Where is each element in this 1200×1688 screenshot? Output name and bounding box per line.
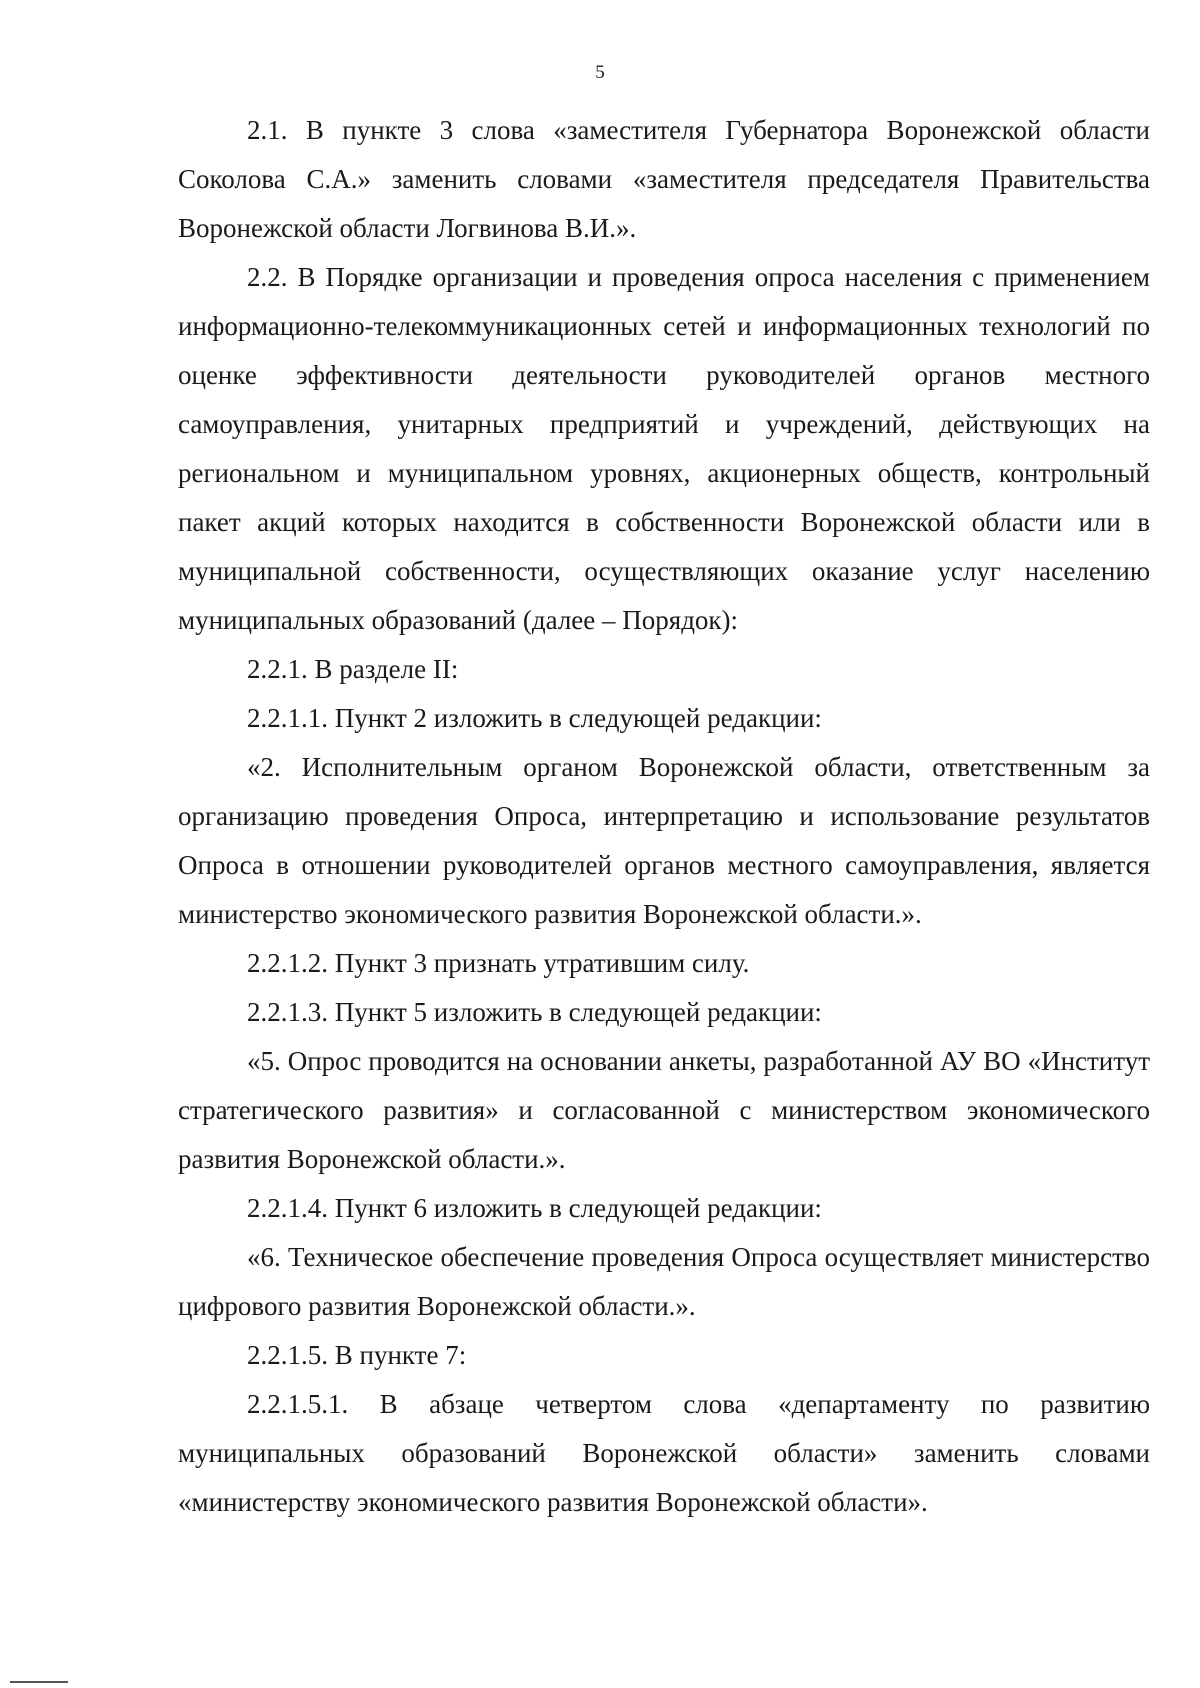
scan-edge-mark <box>10 1681 68 1683</box>
paragraph-2-2-1-1: 2.2.1.1. Пункт 2 изложить в следующей редакции: <box>247 703 822 733</box>
document-body <box>178 106 1150 1527</box>
paragraph-2-2-1-4: 2.2.1.4. Пункт 6 изложить в следующей редакции: <box>247 1193 822 1223</box>
paragraph-2-2-1-3: 2.2.1.3. Пункт 5 изложить в следующей редакции: <box>247 997 822 1027</box>
paragraph-2-2-1-3-text: «5. Опрос проводится на основании анкеты, разработанной АУ ВО «Институт стратегического развития» и согласованной с министерством экономического развития Воронежской области.». <box>178 1046 1150 1174</box>
paragraph-2-2-1-5-1: 2.2.1.5.1. В абзаце четвертом слова «департаменту по развитию муниципальных образований Воронежской области» заменить словами «министерству экономического развития Воронежской области». <box>178 1389 1150 1517</box>
paragraph-2-2-1-2: 2.2.1.2. Пункт 3 признать утратившим силу. <box>247 948 750 978</box>
paragraph-2-2-1: 2.2.1. В разделе II: <box>247 654 459 684</box>
paragraph-2-2-1-1-text: «2. Исполнительным органом Воронежской области, ответственным за организацию проведения Опроса, интерпретацию и использование результатов Опроса в отношении руководителей органов местного самоуправления, является министерство экономического развития Воронежской области.». <box>178 752 1150 929</box>
paragraph-2-2-1-4-text: «6. Техническое обеспечение проведения Опроса осуществляет министерство цифрового развития Воронежской области.». <box>178 1242 1150 1321</box>
paragraph-2-2: 2.2. В Порядке организации и проведения опроса населения с применением информационно-телекоммуникационных сетей и информационных технологий по оценке эффективности деятельности руководителей органов местного самоуправления, унитарных предприятий и учреждений, действующих на региональном и муниципальном уровнях, акционерных обществ, контрольный пакет акций которых находится в собственности Воронежской области или в муниципальной собственности, осуществляющих оказание услуг населению муниципальных образований (далее – Порядок): <box>178 262 1150 635</box>
paragraph-2-1: 2.1. В пункте 3 слова «заместителя Губернатора Воронежской области Соколова С.А.» заменить словами «заместителя председателя Правительства Воронежской области Логвинова В.И.». <box>178 115 1150 243</box>
paragraph-2-2-1-5: 2.2.1.5. В пункте 7: <box>247 1340 467 1370</box>
page-number: 5 <box>595 62 605 83</box>
